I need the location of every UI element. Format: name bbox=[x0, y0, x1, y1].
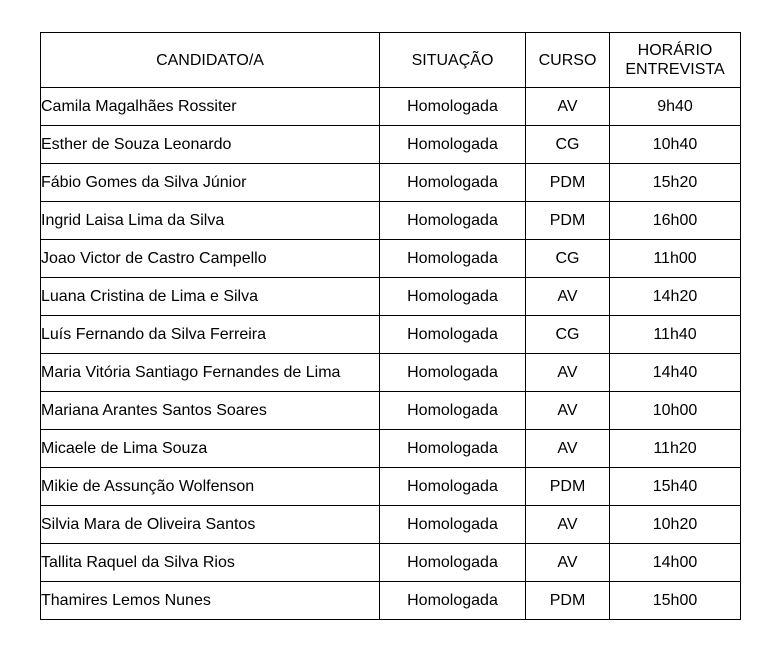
time-cell: 14h40 bbox=[610, 354, 741, 392]
time-cell: 14h00 bbox=[610, 544, 741, 582]
course-cell: PDM bbox=[526, 202, 610, 240]
table-row bbox=[41, 164, 741, 202]
candidate-name: Maria Vitória Santiago Fernandes de Lima bbox=[41, 354, 380, 392]
candidate-name: Silvia Mara de Oliveira Santos bbox=[41, 506, 380, 544]
status-cell: Homologada bbox=[380, 240, 526, 278]
status-cell: Homologada bbox=[380, 392, 526, 430]
course-cell: AV bbox=[526, 544, 610, 582]
course-cell: AV bbox=[526, 278, 610, 316]
course-cell: AV bbox=[526, 506, 610, 544]
time-cell: 15h00 bbox=[610, 582, 741, 620]
candidate-name: Ingrid Laisa Lima da Silva bbox=[41, 202, 380, 240]
status-cell: Homologada bbox=[380, 430, 526, 468]
status-cell: Homologada bbox=[380, 354, 526, 392]
table-row bbox=[41, 202, 741, 240]
table-row bbox=[41, 506, 741, 544]
course-cell: CG bbox=[526, 126, 610, 164]
table-row bbox=[41, 240, 741, 278]
time-cell: 11h00 bbox=[610, 240, 741, 278]
table-row bbox=[41, 468, 741, 506]
time-cell: 15h40 bbox=[610, 468, 741, 506]
candidate-name: Mariana Arantes Santos Soares bbox=[41, 392, 380, 430]
status-cell: Homologada bbox=[380, 164, 526, 202]
table-row bbox=[41, 278, 741, 316]
table-row bbox=[41, 316, 741, 354]
candidate-name: Micaele de Lima Souza bbox=[41, 430, 380, 468]
table-body bbox=[41, 88, 741, 620]
course-cell: PDM bbox=[526, 582, 610, 620]
header-candidate: CANDIDATO/A bbox=[41, 33, 380, 88]
status-cell: Homologada bbox=[380, 88, 526, 126]
course-cell: AV bbox=[526, 392, 610, 430]
time-cell: 11h20 bbox=[610, 430, 741, 468]
results-table bbox=[40, 32, 741, 620]
status-cell: Homologada bbox=[380, 544, 526, 582]
time-cell: 11h40 bbox=[610, 316, 741, 354]
status-cell: Homologada bbox=[380, 582, 526, 620]
course-cell: PDM bbox=[526, 468, 610, 506]
table-row bbox=[41, 392, 741, 430]
status-cell: Homologada bbox=[380, 506, 526, 544]
time-cell: 16h00 bbox=[610, 202, 741, 240]
header-status: SITUAÇÃO bbox=[380, 33, 526, 88]
table-row bbox=[41, 126, 741, 164]
candidate-name: Luís Fernando da Silva Ferreira bbox=[41, 316, 380, 354]
status-cell: Homologada bbox=[380, 202, 526, 240]
header-time-line1: HORÁRIO bbox=[637, 42, 713, 59]
time-cell: 10h20 bbox=[610, 506, 741, 544]
candidate-name: Mikie de Assunção Wolfenson bbox=[41, 468, 380, 506]
course-cell: CG bbox=[526, 316, 610, 354]
candidate-name: Luana Cristina de Lima e Silva bbox=[41, 278, 380, 316]
course-cell: AV bbox=[526, 354, 610, 392]
table-row bbox=[41, 430, 741, 468]
course-cell: CG bbox=[526, 240, 610, 278]
time-cell: 9h40 bbox=[610, 88, 741, 126]
table-row bbox=[41, 582, 741, 620]
header-time-line2: ENTREVISTA bbox=[625, 61, 725, 78]
table-row bbox=[41, 354, 741, 392]
candidate-name: Tallita Raquel da Silva Rios bbox=[41, 544, 380, 582]
table-row bbox=[41, 544, 741, 582]
status-cell: Homologada bbox=[380, 468, 526, 506]
time-cell: 14h20 bbox=[610, 278, 741, 316]
status-cell: Homologada bbox=[380, 316, 526, 354]
time-cell: 10h40 bbox=[610, 126, 741, 164]
table-header bbox=[41, 33, 741, 88]
course-cell: AV bbox=[526, 430, 610, 468]
candidate-name: Camila Magalhães Rossiter bbox=[41, 88, 380, 126]
table-row bbox=[41, 88, 741, 126]
time-cell: 15h20 bbox=[610, 164, 741, 202]
candidate-name: Fábio Gomes da Silva Júnior bbox=[41, 164, 380, 202]
candidate-name: Joao Victor de Castro Campello bbox=[41, 240, 380, 278]
course-cell: AV bbox=[526, 88, 610, 126]
candidate-name: Esther de Souza Leonardo bbox=[41, 126, 380, 164]
candidate-name: Thamires Lemos Nunes bbox=[41, 582, 380, 620]
header-interview-time bbox=[610, 33, 741, 88]
header-course: CURSO bbox=[526, 33, 610, 88]
status-cell: Homologada bbox=[380, 126, 526, 164]
course-cell: PDM bbox=[526, 164, 610, 202]
header-row bbox=[41, 33, 741, 88]
time-cell: 10h00 bbox=[610, 392, 741, 430]
status-cell: Homologada bbox=[380, 278, 526, 316]
